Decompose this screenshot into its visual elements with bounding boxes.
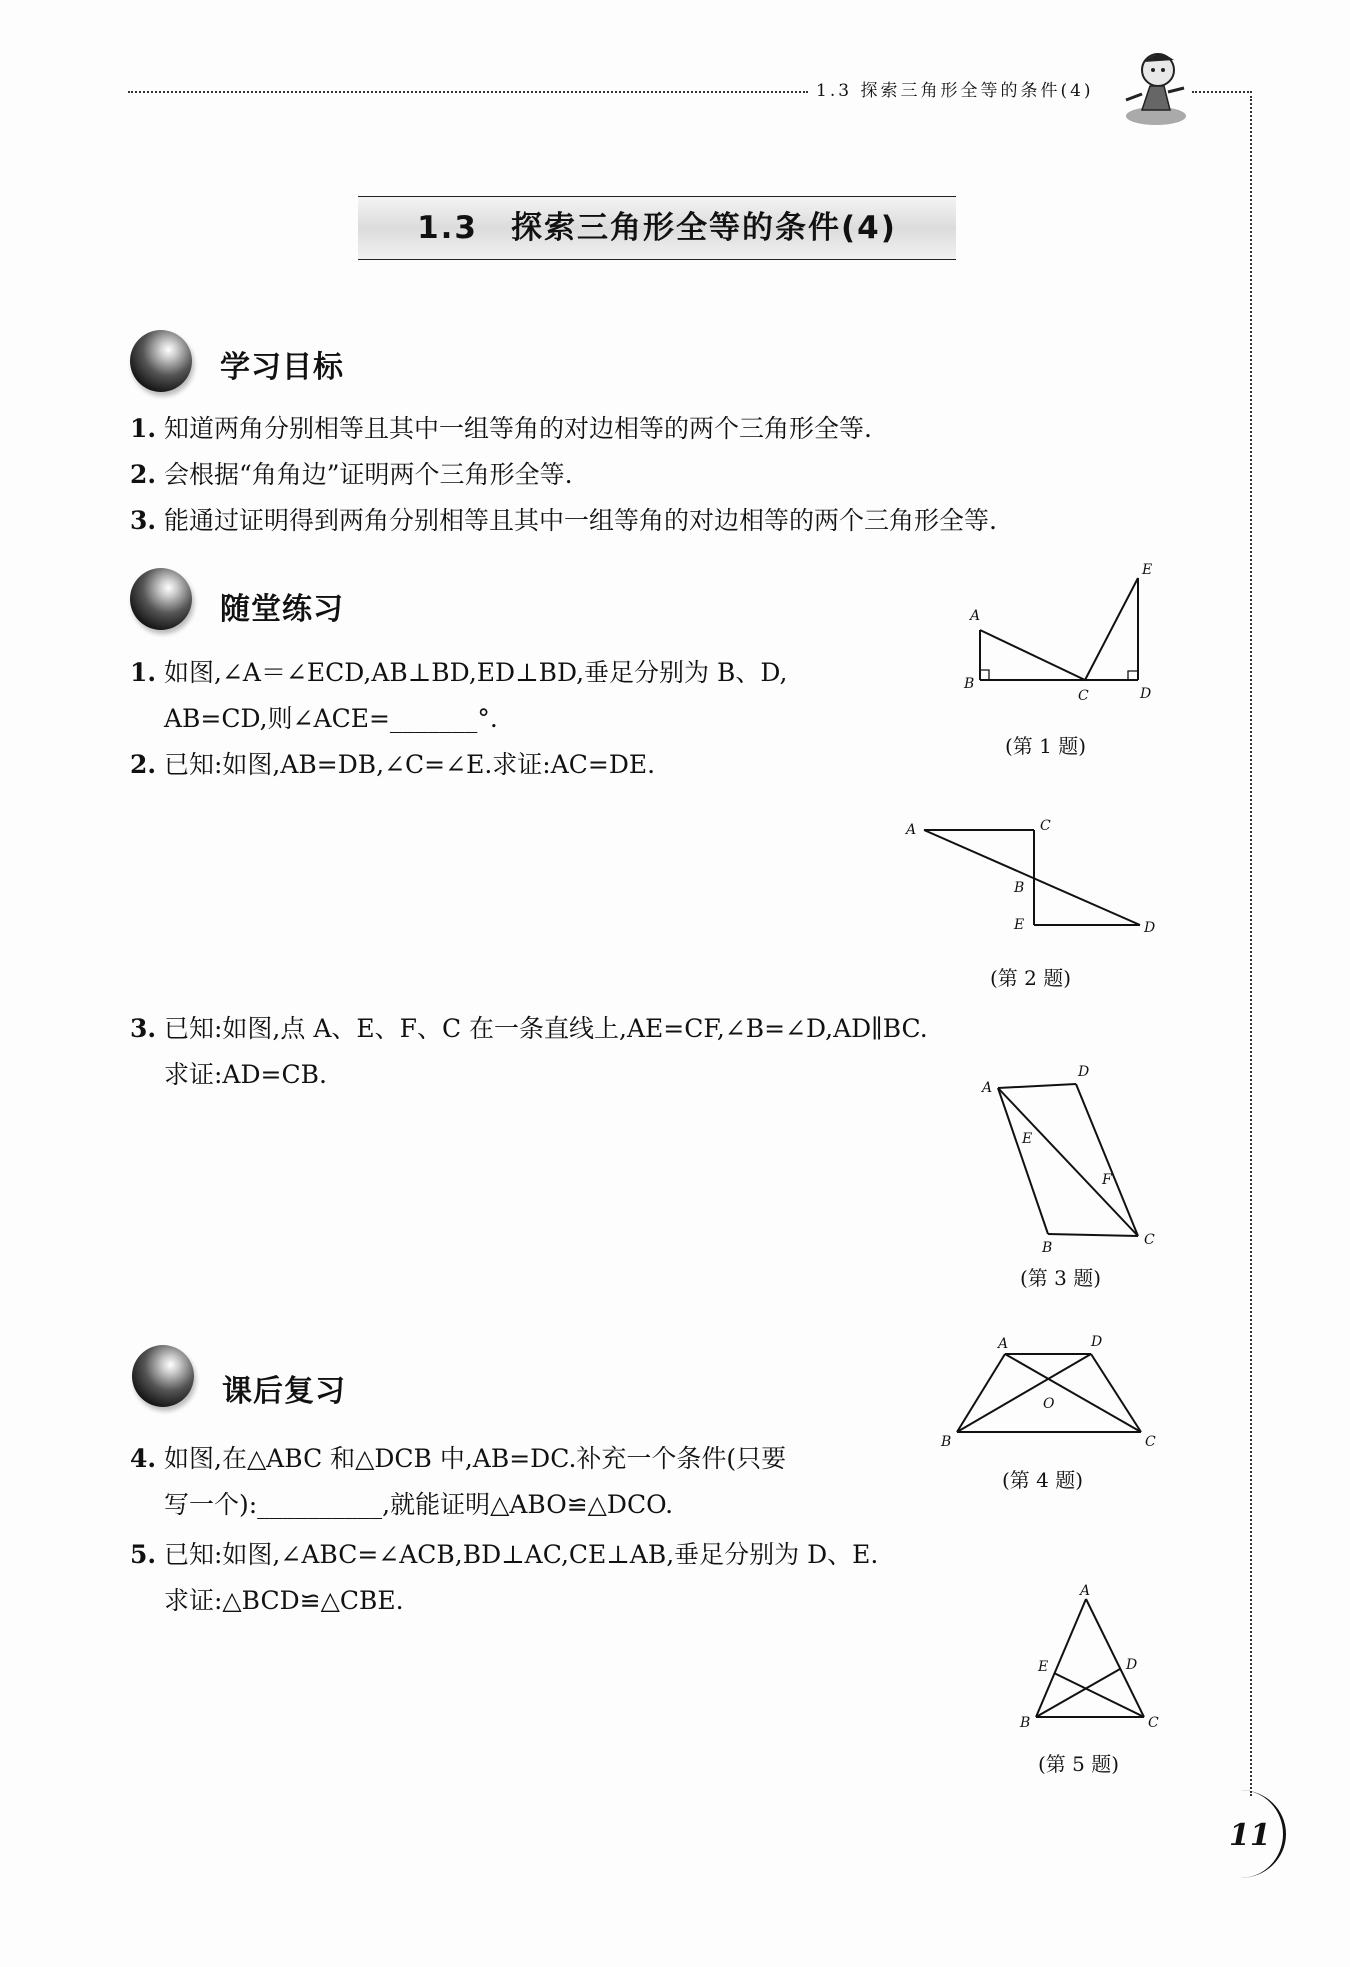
section-title-practice: 随堂练习 (220, 592, 344, 627)
label-C: C (1040, 818, 1051, 834)
figure-5-caption: (第 5 题) (1038, 1752, 1120, 1776)
label-D: D (1078, 1064, 1090, 1080)
question-2 (130, 748, 655, 782)
label-A: A (982, 1080, 993, 1096)
sphere-icon (132, 1345, 194, 1407)
question-1-line-2: AB=CD,则∠ACE=_______°. (164, 704, 498, 733)
label-B: B (1014, 880, 1025, 896)
label-B: B (1042, 1240, 1053, 1256)
label-E: E (1014, 917, 1025, 933)
mascot-icon (1120, 48, 1192, 128)
sphere-icon (130, 330, 192, 392)
question-4-line-2: 写一个):__________,就能证明△ABO≌△DCO. (164, 1490, 674, 1519)
label-D: D (1140, 686, 1152, 702)
question-text: 已知:如图,∠ABC=∠ACB,BD⊥AC,CE⊥AB,垂足分别为 D、E. (164, 1540, 879, 1569)
goal-item (130, 458, 573, 492)
label-D: D (1126, 1657, 1138, 1673)
question-3 (130, 1012, 928, 1046)
label-C: C (1145, 1434, 1156, 1450)
label-C: C (1078, 688, 1089, 704)
question-text: 已知:如图,点 A、E、F、C 在一条直线上,AE=CF,∠B=∠D,AD∥BC. (164, 1014, 928, 1043)
figure-4 (935, 1330, 1175, 1455)
question-4 (130, 1442, 786, 1476)
section-title-review: 课后复习 (222, 1374, 346, 1409)
label-C: C (1148, 1715, 1159, 1731)
item-text: 会根据“角角边”证明两个三角形全等. (164, 460, 573, 489)
label-E: E (1142, 562, 1153, 578)
label-D: D (1144, 920, 1156, 936)
item-text: 能通过证明得到两角分别相等且其中一组等角的对边相等的两个三角形全等. (164, 506, 997, 535)
figure-2-caption: (第 2 题) (990, 966, 1072, 990)
header-dotted-line-right (1192, 91, 1252, 93)
label-E: E (1022, 1131, 1033, 1147)
label-B: B (941, 1434, 952, 1450)
label-A: A (998, 1336, 1009, 1352)
figure-3-caption: (第 3 题) (1020, 1266, 1102, 1290)
label-F: F (1102, 1172, 1112, 1188)
question-number: 2. (130, 750, 157, 779)
question-text: 已知:如图,AB=DB,∠C=∠E.求证:AC=DE. (164, 750, 656, 779)
question-number: 5. (130, 1540, 157, 1569)
running-head: 1.3 探索三角形全等的条件(4) (816, 81, 1094, 101)
label-C: C (1144, 1232, 1155, 1248)
label-B: B (1020, 1715, 1031, 1731)
item-number: 1. (130, 414, 157, 443)
item-number: 3. (130, 506, 157, 535)
question-number: 1. (130, 658, 157, 687)
section-title-goals: 学习目标 (220, 350, 344, 385)
goal-item (130, 412, 872, 446)
label-A: A (906, 822, 917, 838)
header-dotted-line-left (128, 91, 808, 93)
page-number: 11 (1229, 1818, 1271, 1853)
figure-1-caption: (第 1 题) (1005, 734, 1087, 758)
figure-1 (960, 560, 1160, 710)
figure-4-caption: (第 4 题) (1002, 1468, 1084, 1492)
figure-3 (970, 1058, 1170, 1258)
label-A: A (970, 608, 981, 624)
question-3-line-2: 求证:AD=CB. (164, 1060, 327, 1089)
question-5-line-2: 求证:△BCD≌△CBE. (164, 1586, 404, 1615)
question-number: 3. (130, 1014, 157, 1043)
question-text: 如图,在△ABC 和△DCB 中,AB=DC.补充一个条件(只要 (164, 1444, 787, 1473)
question-text: 如图,∠A＝∠ECD,AB⊥BD,ED⊥BD,垂足分别为 B、D, (164, 658, 788, 687)
lesson-title: 1.3 探索三角形全等的条件(4) (358, 196, 956, 260)
label-E: E (1038, 1659, 1049, 1675)
figure-2 (900, 812, 1170, 942)
item-number: 2. (130, 460, 157, 489)
page-margin-line (1250, 96, 1252, 1796)
label-D: D (1091, 1334, 1103, 1350)
question-5 (130, 1538, 878, 1572)
figure-5 (1010, 1585, 1180, 1745)
label-O: O (1043, 1396, 1055, 1412)
question-number: 4. (130, 1444, 157, 1473)
label-A: A (1080, 1583, 1091, 1599)
item-text: 知道两角分别相等且其中一组等角的对边相等的两个三角形全等. (164, 414, 872, 443)
question-1 (130, 656, 787, 690)
label-B: B (964, 676, 975, 692)
globe-icon (130, 568, 192, 630)
goal-item (130, 504, 997, 538)
